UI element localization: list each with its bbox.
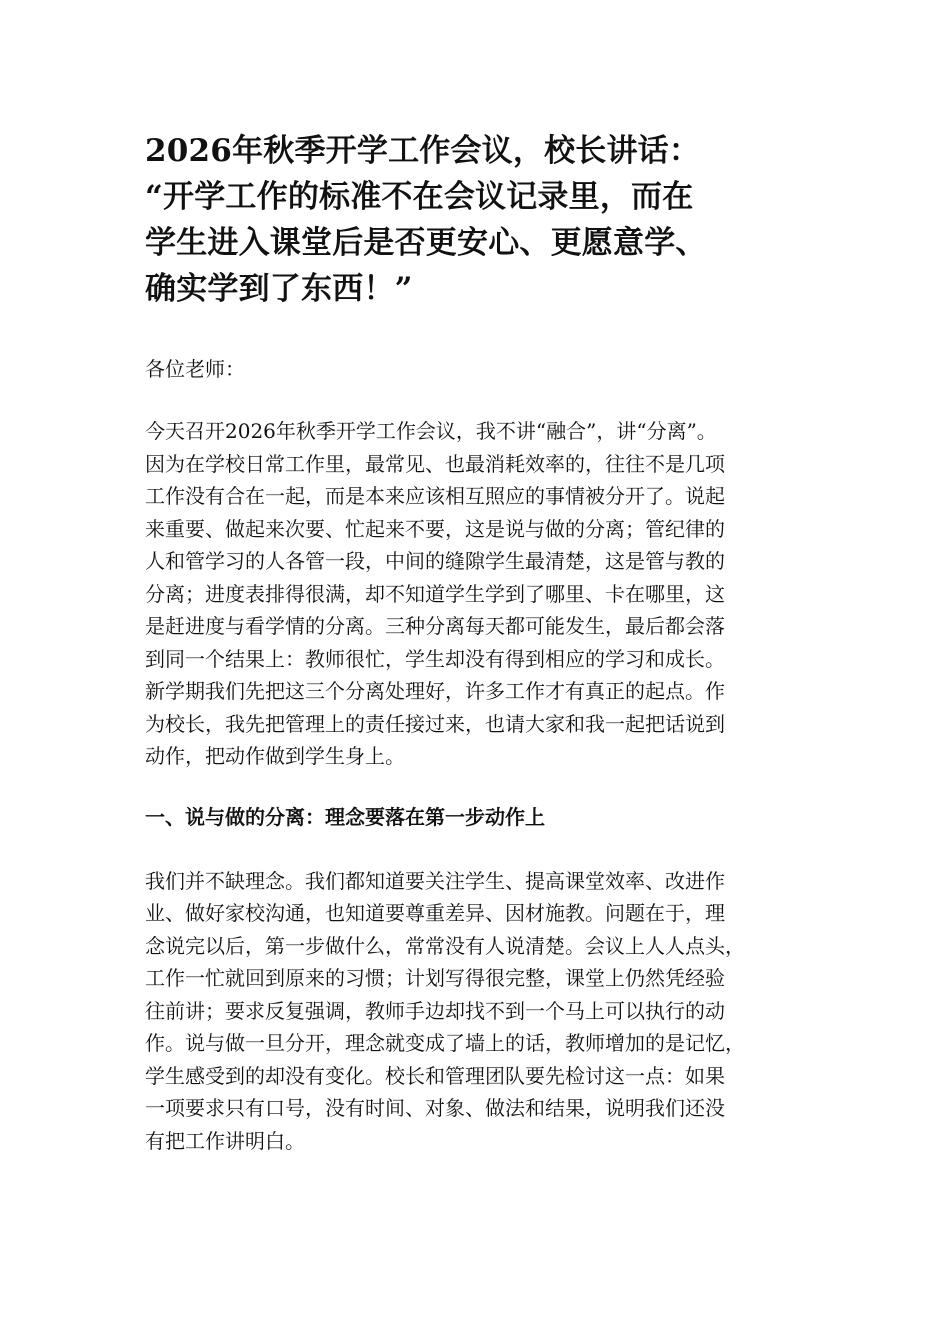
text-line: 今天召开2026年秋季开学工作会议，我不讲“融合”，讲“分离”。: [145, 419, 717, 443]
document-body: [145, 128, 810, 1157]
text-line: 人和管学习的人各管一段，中间的缝隙学生最清楚，这是管与教的: [145, 549, 725, 573]
text-line: 是赶进度与看学情的分离。三种分离每天都可能发生，最后都会落: [145, 614, 725, 638]
text-line: 念说完以后，第一步做什么，常常没有人说清楚。会议上人人点头，: [145, 933, 745, 958]
text-line: 业、做好家校沟通，也知道要尊重差异、因材施教。问题在于，理: [145, 901, 725, 925]
text-line: 有把工作讲明白。: [145, 1128, 305, 1153]
text-line: 因为在学校日常工作里，最常见、也最消耗效率的，往往不是几项: [145, 451, 725, 476]
text-line: 工作一忙就回到原来的习惯；计划写得很完整，课堂上仍然凭经验: [145, 966, 725, 990]
text-line: 新学期我们先把这三个分离处理好，许多工作才有真正的起点。作: [145, 679, 725, 703]
title-line: 2026年秋季开学工作会议，校长讲话：: [145, 133, 701, 169]
text-line: 作。说与做一旦分开，理念就变成了墙上的话，教师增加的是记忆，: [145, 1031, 745, 1055]
text-line: 一项要求只有口号，没有时间、对象、做法和结果，说明我们还没: [145, 1096, 725, 1120]
text-line: 往前讲；要求反复强调，教师手边却找不到一个马上可以执行的动: [145, 998, 725, 1023]
text-line: 动作，把动作做到学生身上。: [145, 744, 405, 768]
intro-paragraph: [145, 415, 810, 773]
text-line: 为校长，我先把管理上的责任接过来，也请大家和我一起把话说到: [145, 711, 725, 736]
text-line: 来重要、做起来次要、忙起来不要，这是说与做的分离；管纪律的: [145, 516, 725, 541]
title-line: “开学工作的标准不在会议记录里，而在: [145, 179, 694, 215]
text-line: 我们并不缺理念。我们都知道要关注学生、提高课堂效率、改进作: [145, 868, 725, 893]
section-heading: 一、说与做的分离：理念要落在第一步动作上: [145, 804, 545, 829]
text-line: 学生感受到的却没有变化。校长和管理团队要先检讨这一点：如果: [145, 1063, 725, 1088]
text-line: 分离；进度表排得很满，却不知道学生学到了哪里、卡在哪里，这: [145, 581, 725, 606]
salutation: 各位老师：: [145, 357, 245, 381]
section-paragraph: [145, 865, 810, 1158]
text-line: 工作没有合在一起，而是本来应该相互照应的事情被分开了。说起: [145, 484, 725, 508]
title-line: 确实学到了东西！”: [145, 271, 413, 307]
title-line: 学生进入课堂后是否更安心、更愿意学、: [145, 225, 707, 261]
document-title: [145, 128, 810, 312]
text-line: 到同一个结果上：教师很忙，学生却没有得到相应的学习和成长。: [145, 646, 725, 671]
